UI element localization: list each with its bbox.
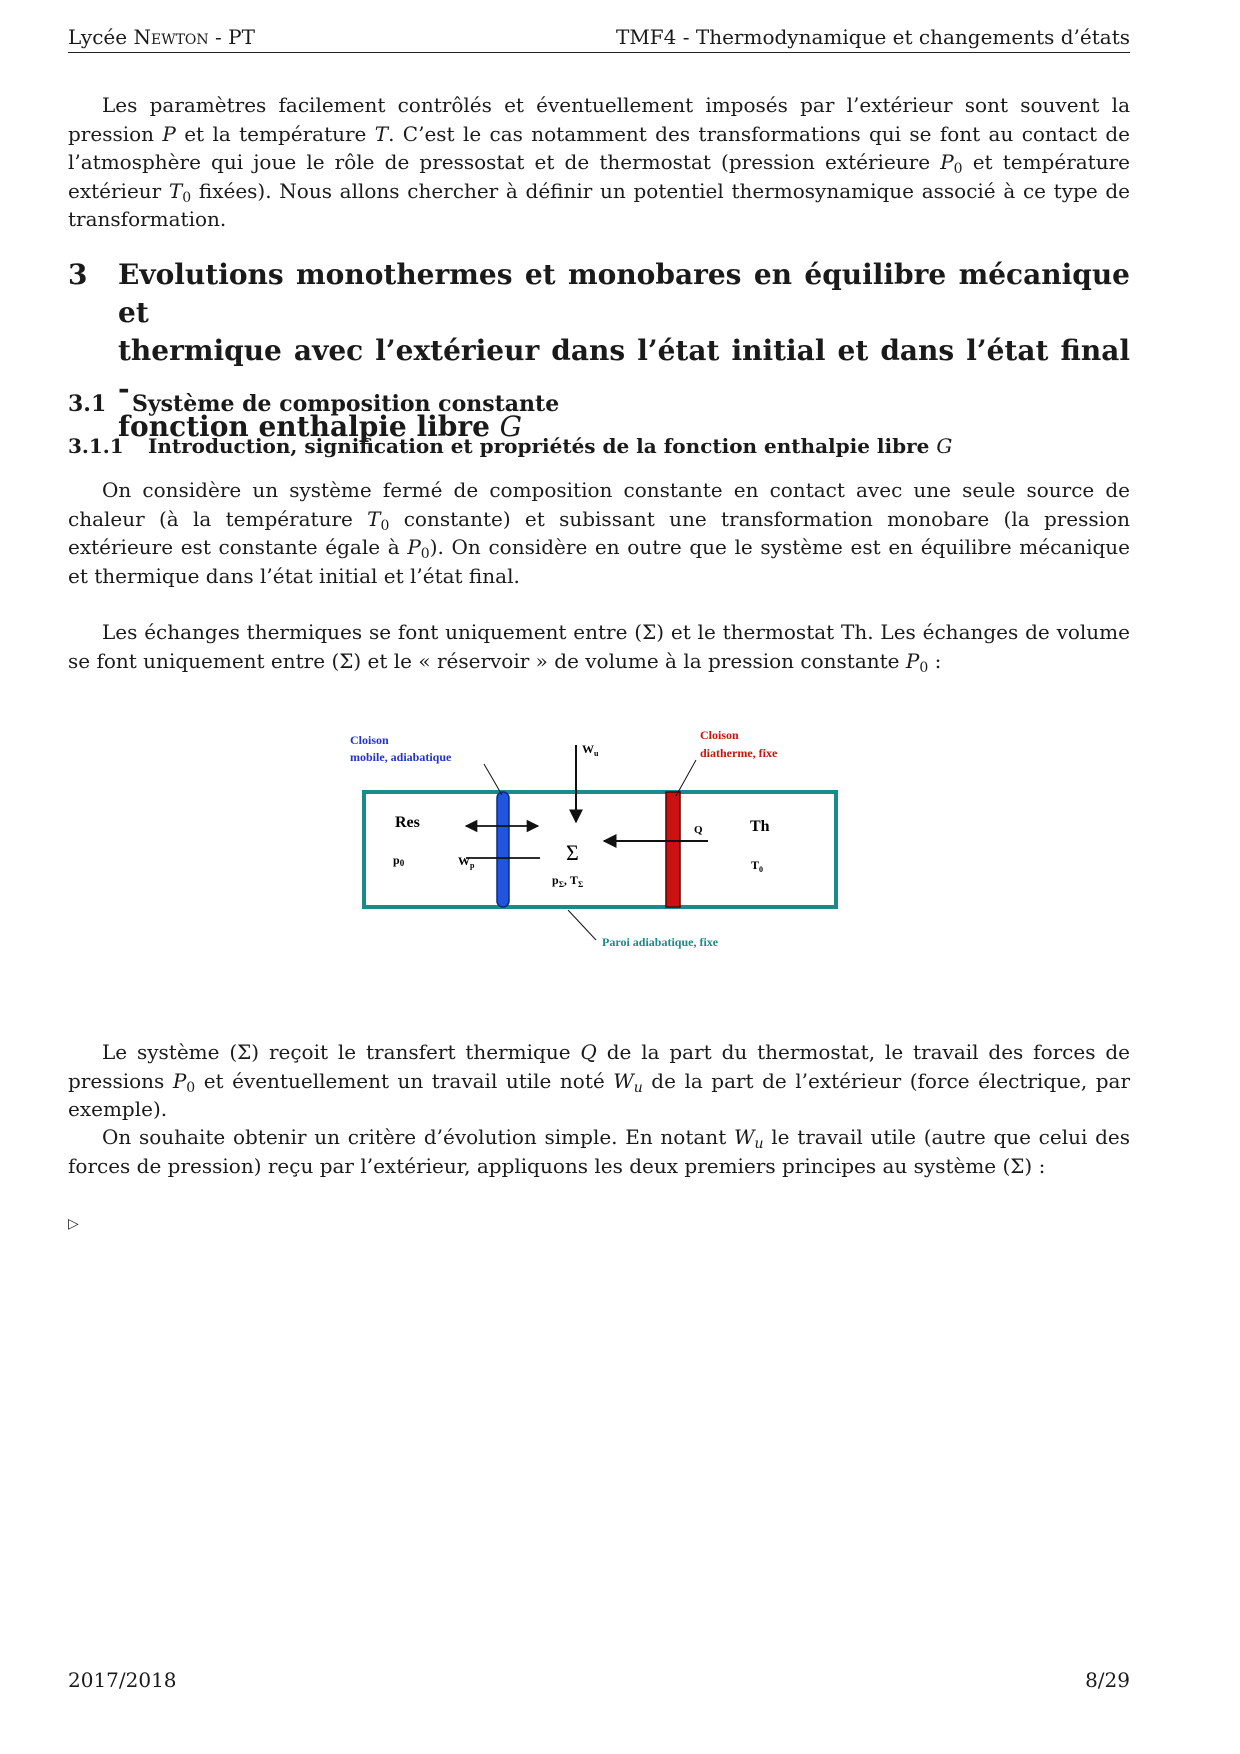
section-number: 3 (68, 258, 88, 291)
subsection-heading: 3.1 Système de composition constante (68, 391, 560, 417)
paragraph-system: On considère un système fermé de composition constante en contact avec une seule source de chaleur (à la température $T_0$ constante) et subissant une transformation monobare (la pression extérieure est constante égale à $P_0$). On considère en outre que le système est en équilibre mécanique et thermique dans l’état initial et l’état final. (68, 478, 1130, 588)
paragraph-transfers: Le système (Σ) reçoit le transfert thermique Q de la part du thermostat, le travail des forces de pressions $P_0$ et éventuellement un travail utile noté $W_u$ de la part de l’extérieur (force électrique, par exemple). (68, 1040, 1130, 1121)
header-right: TMF4 - Thermodynamique et changements d’états (615, 25, 1130, 49)
header-left: Lycée Newton - PT (68, 25, 255, 49)
cloison-mobile-label-2: mobile, adiabatique (350, 750, 452, 764)
section-title: Evolutions monothermes et monobares en équilibre mécanique et thermique avec l’extérieur dans l’état initial et dans l’état final - fonction enthalpie libre G (118, 258, 1130, 443)
cloison-mobile-label-1: Cloison (350, 733, 389, 747)
t0-label: $T_0$ (751, 858, 764, 874)
footer-year: 2017/2018 (68, 1668, 177, 1692)
subsubsection-heading: 3.1.1 Introduction, signification et propriétés de la fonction enthalpie libre G (68, 434, 953, 458)
p0-label: p0 (393, 853, 405, 868)
fixed-partition (666, 792, 680, 907)
cloison-fixe-label-2: diatherme, fixe (700, 746, 778, 760)
psigma-label: $p_\Sigma$, $T_\Sigma$ (552, 873, 584, 889)
paroi-label: Paroi adiabatique, fixe (602, 935, 719, 949)
paragraph-exchanges: Les échanges thermiques se font uniquement entre (Σ) et le thermostat Th. Les échanges de volume se font uniquement entre (Σ) et le « réservoir » de volume à la pression constante $P_0$ : (68, 620, 1130, 676)
wu-label: $W_u$ (582, 742, 599, 758)
system-frame (364, 792, 836, 907)
paragraph-criterion: On souhaite obtenir un critère d’évolution simple. En notant $W_u$ le travail utile (autre que celui des forces de pression) reçu par l’extérieur, appliquons les deux premiers principes au système (Σ) : (68, 1125, 1131, 1178)
wp-label: $W_p$ (458, 854, 475, 870)
res-label: Res (395, 814, 420, 831)
sigma-label: Σ (566, 840, 579, 865)
mobile-partition (497, 792, 509, 907)
school-name: Newton (133, 25, 209, 49)
triangle-bullet-icon: ▷ (68, 1216, 79, 1232)
cloison-fixe-label-1: Cloison (700, 728, 739, 742)
page-number: 8/29 (1085, 1668, 1130, 1692)
paroi-pointer (568, 910, 596, 940)
intro-paragraph: Les paramètres facilement contrôlés et éventuellement imposés par l’extérieur sont souvent la pression P et la température T. C’est le cas notamment des transformations qui se font au contact de l’atmosphère qui joue le rôle de pressostat et de thermostat (pression extérieure $P_0$ et température extérieur $T_0$ fixées). Nous allons chercher à définir un potentiel thermosynamique associé à ce type de transformation. (68, 93, 1131, 231)
th-label: Th (750, 818, 770, 835)
page-header (68, 22, 1130, 53)
q-label: Q (694, 824, 703, 836)
system-diagram (340, 720, 860, 970)
